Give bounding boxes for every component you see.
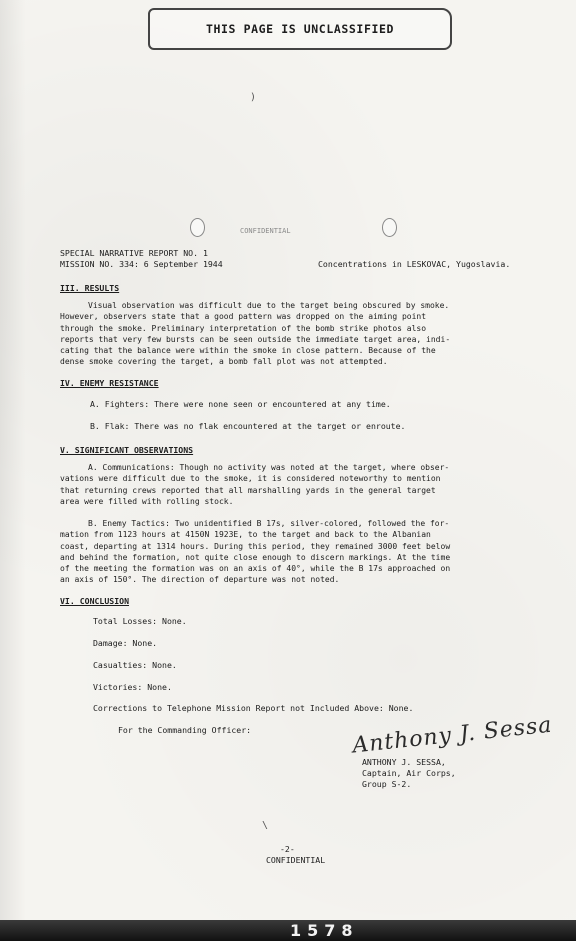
mission-line: MISSION NO. 334: 6 September 1944 (60, 259, 223, 269)
tactics-line: coast, departing at 1314 hours. During this period, they remained 3000 feet below (60, 541, 451, 551)
section-heading-enemy (60, 378, 159, 388)
archive-strip (0, 920, 576, 941)
results-line: reports that very few bursts can be seen outside the immediate target area, indi- (60, 334, 451, 344)
signature-script: Anthony J. Sessa (351, 712, 554, 759)
tactics-line: and behind the formation, not quite close enough to discern markings. At the time (60, 552, 451, 562)
enemy-tactics-paragraph (60, 518, 560, 586)
enemy-flak: B. Flak: There was no flak encountered at the target or enroute. (90, 421, 406, 431)
classification-banner-text: THIS PAGE IS UNCLASSIFIED (205, 22, 395, 36)
section-heading-results-text: III. RESULTS (60, 283, 120, 293)
results-line: cating that the balance were within the smoke in close pattern. Because of the (60, 346, 436, 356)
tactics-line: of the meeting the formation was on an axis of 40°, while the B 17s approached on (60, 564, 451, 574)
communications-line: A. Communications: Though no activity was noted at the target, where obser- (88, 463, 450, 472)
tactics-line: B. Enemy Tactics: Two unidentified B 17s, silver-colored, followed the for- (88, 519, 450, 528)
signatory-name: ANTHONY J. SESSA, (362, 757, 446, 767)
results-paragraph (60, 300, 560, 368)
section-heading-conclusion-text: VI. CONCLUSION (60, 596, 130, 606)
communications-line: vations were difficult due to the smoke, it is considered noteworthy to mention (60, 474, 441, 484)
communications-line: that returning crews reported that all marshalling yards in the general target (60, 485, 436, 495)
tactics-line: an axis of 150°. The direction of departure was not noted. (60, 575, 340, 585)
for-commanding-officer: For the Commanding Officer: (118, 725, 252, 735)
results-line: However, observers state that a good pattern was dropped on the aiming point (60, 312, 427, 322)
signatory-unit: Group S-2. (362, 779, 412, 789)
tactics-line: mation from 1123 hours at 4150N 1923E, to the target and back to the Albanian (60, 530, 431, 540)
handwritten-signature (351, 713, 553, 759)
page-number: -2- (280, 844, 295, 854)
results-line: Visual observation was difficult due to the target being obscured by smoke. (88, 301, 450, 310)
scan-mark: \ (262, 820, 269, 831)
corrections: Corrections to Telephone Mission Report not Included Above: None. (93, 703, 414, 713)
confidential-top-label: CONFIDENTIAL (240, 227, 291, 235)
section-heading-enemy-text: IV. ENEMY RESISTANCE (60, 378, 159, 388)
enemy-fighters: A. Fighters: There were none seen or encountered at any time. (90, 399, 391, 409)
signatory-rank: Captain, Air Corps, (362, 768, 456, 778)
communications-line: area were filled with rolling stock. (60, 496, 234, 506)
section-heading-conclusion (60, 596, 129, 606)
punch-hole-right (382, 218, 397, 237)
section-heading-observations (60, 445, 193, 455)
scan-mark: ) (250, 92, 257, 103)
communications-paragraph (60, 462, 560, 507)
victories: Victories: None. (93, 682, 172, 692)
results-line: dense smoke covering the target, a bomb fall plot was not attempted. (60, 357, 388, 367)
damage: Damage: None. (93, 638, 158, 648)
total-losses: Total Losses: None. (93, 616, 187, 626)
casualties: Casualties: None. (93, 660, 177, 670)
mission-line-location: Concentrations in LESKOVAC, Yugoslavia. (318, 259, 511, 269)
section-heading-results (60, 283, 119, 293)
report-title-line: SPECIAL NARRATIVE REPORT NO. 1 (60, 248, 208, 258)
classification-banner (148, 8, 452, 50)
results-line: through the smoke. Preliminary interpretation of the bomb strike photos also (60, 323, 427, 333)
section-heading-observations-text: V. SIGNIFICANT OBSERVATIONS (60, 445, 194, 455)
punch-hole-left (190, 218, 205, 237)
scan-edge-shadow (0, 0, 26, 941)
footer-classification: CONFIDENTIAL (266, 855, 326, 865)
archive-stamp-number: 1578 (290, 921, 359, 940)
